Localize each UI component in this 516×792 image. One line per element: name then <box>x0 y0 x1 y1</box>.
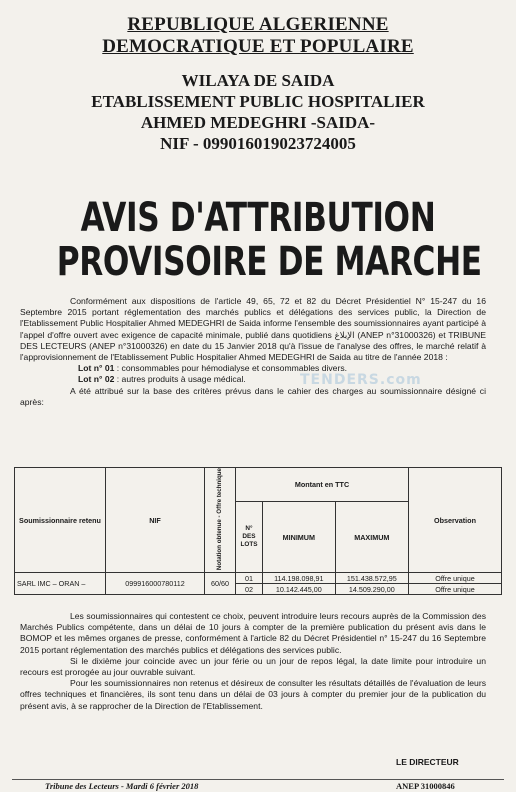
signature-le-directeur: LE DIRECTEUR <box>396 757 459 767</box>
th-nif: NIF <box>106 468 205 573</box>
th-observation: Observation <box>409 468 502 573</box>
th-soumissionnaire: Soumissionnaire retenu <box>15 468 106 573</box>
cell-minimum: 114.198.098,91 <box>263 573 336 584</box>
lot-1-label: Lot n° 01 <box>78 363 115 374</box>
cell-soumissionnaire: SARL IMC – ORAN – <box>15 573 106 595</box>
consultation-paragraph: Pour les soumissionnaires non retenus et désireux de consulter les résultats détaillés de l'évaluation de leurs offres techniques et financières, ils sont tenu dans un délai de 03 jours à compter du premier jour de la publication du présent avis, à se rapprocher de la Direction de l'Etablissement. <box>20 678 486 711</box>
cell-lot: 02 <box>236 584 263 595</box>
lot-1-text: : consommables pour hémodialyse et consommables divers. <box>114 363 348 374</box>
title-line-2: PROVISOIRE DE MARCHE <box>56 239 482 285</box>
table-row <box>15 573 502 584</box>
cell-minimum: 10.142.445,00 <box>263 584 336 595</box>
th-minimum: MINIMUM <box>263 502 336 573</box>
th-notation-cell <box>205 468 236 573</box>
intro-paragraph: Conformément aux dispositions de l'article 49, 65, 72 et 82 du Décret Présidentiel N° 15-247 du 16 Septembre 2015 portant réglementation des marchés publics et délégations des services public, la Direction de l'Etablissement Public Hospitalier Ahmed MEDEGHRI de Saida informe l'ensemble des soumissionnaires ayant participé à l'appel d'offre ouvert avec exigence de capacité minimale, publié dans quotidiens الإبلاغ (ANEP n°31000326) et TRIBUNE DES LECTEURS (ANEP n°31000326) en date du 15 Janvier 2018 qu'à l'issue de l'analyse des offres, le marché relatif à l'approvisionnement de l'Etablissement Public Hospitalier Ahmed MEDEGHRI de Saida au titre de l'année 2018 : <box>20 296 486 363</box>
cell-nif: 099916000780112 <box>106 573 205 595</box>
title-line-1: AVIS D'ATTRIBUTION <box>80 195 436 241</box>
th-lots: N° DES LOTS <box>236 502 263 573</box>
lot-2-label: Lot n° 02 <box>78 374 115 385</box>
cell-lot: 01 <box>236 573 263 584</box>
header <box>0 14 516 154</box>
intro-text <box>20 296 486 408</box>
footer-publication: Tribune des Lecteurs - Mardi 6 février 2018 <box>45 781 199 791</box>
header-republic: REPUBLIQUE ALGERIENNE <box>127 14 389 35</box>
delai-paragraph: Si le dixième jour coincide avec un jour férie ou un jour de repos légal, la date limite pour introduire un recours est prorogée au jour ouvrable suivant. <box>20 655 486 678</box>
header-hospital-name: AHMED MEDEGHRI -SAIDA- <box>140 113 376 132</box>
cell-maximum: 151.438.572,95 <box>335 573 408 584</box>
th-notation: Notation obtenue - Offre technique <box>216 468 223 571</box>
footer-divider <box>12 779 504 780</box>
cell-observation: Offre unique <box>409 584 502 595</box>
th-montant: Montant en TTC <box>236 468 409 502</box>
footer-anep: ANEP 31000846 <box>396 781 455 791</box>
attribution-table <box>14 467 502 595</box>
notice-title <box>0 196 516 284</box>
header-wilaya: WILAYA DE SAIDA <box>181 71 335 90</box>
header-nif: NIF - 099016019023724005 <box>160 134 356 153</box>
header-etablissement: ETABLISSEMENT PUBLIC HOSPITALIER <box>91 92 425 111</box>
cell-observation: Offre unique <box>409 573 502 584</box>
outro-text <box>20 611 486 712</box>
header-democratique: DEMOCRATIQUE ET POPULAIRE <box>102 36 414 57</box>
th-maximum: MAXIMUM <box>335 502 408 573</box>
recours-paragraph: Les soumissionnaires qui contestent ce choix, peuvent introduire leurs recours auprès de la Commission des Marchés Publics compétente, dans un délai de 10 jours à compter de la première publication du présent avis dans le BOMOP et les mêmes organes de presse, conformément à l'article 82 du Décret Présidentiel n° 15-247 du 16 Septembre 2015 portant réglementation des marchés publics et délégations des services public. <box>20 611 486 655</box>
tenders-watermark: TENDERS.com <box>300 372 422 388</box>
cell-notation: 60/60 <box>205 573 236 595</box>
attribution-paragraph: A été attribué sur la base des critères prévus dans le cahier des charges au soumissionnaire désigné ci après: <box>20 385 486 407</box>
cell-maximum: 14.509.290,00 <box>335 584 408 595</box>
lot-2-text: : autres produits à usage médical. <box>114 374 246 385</box>
